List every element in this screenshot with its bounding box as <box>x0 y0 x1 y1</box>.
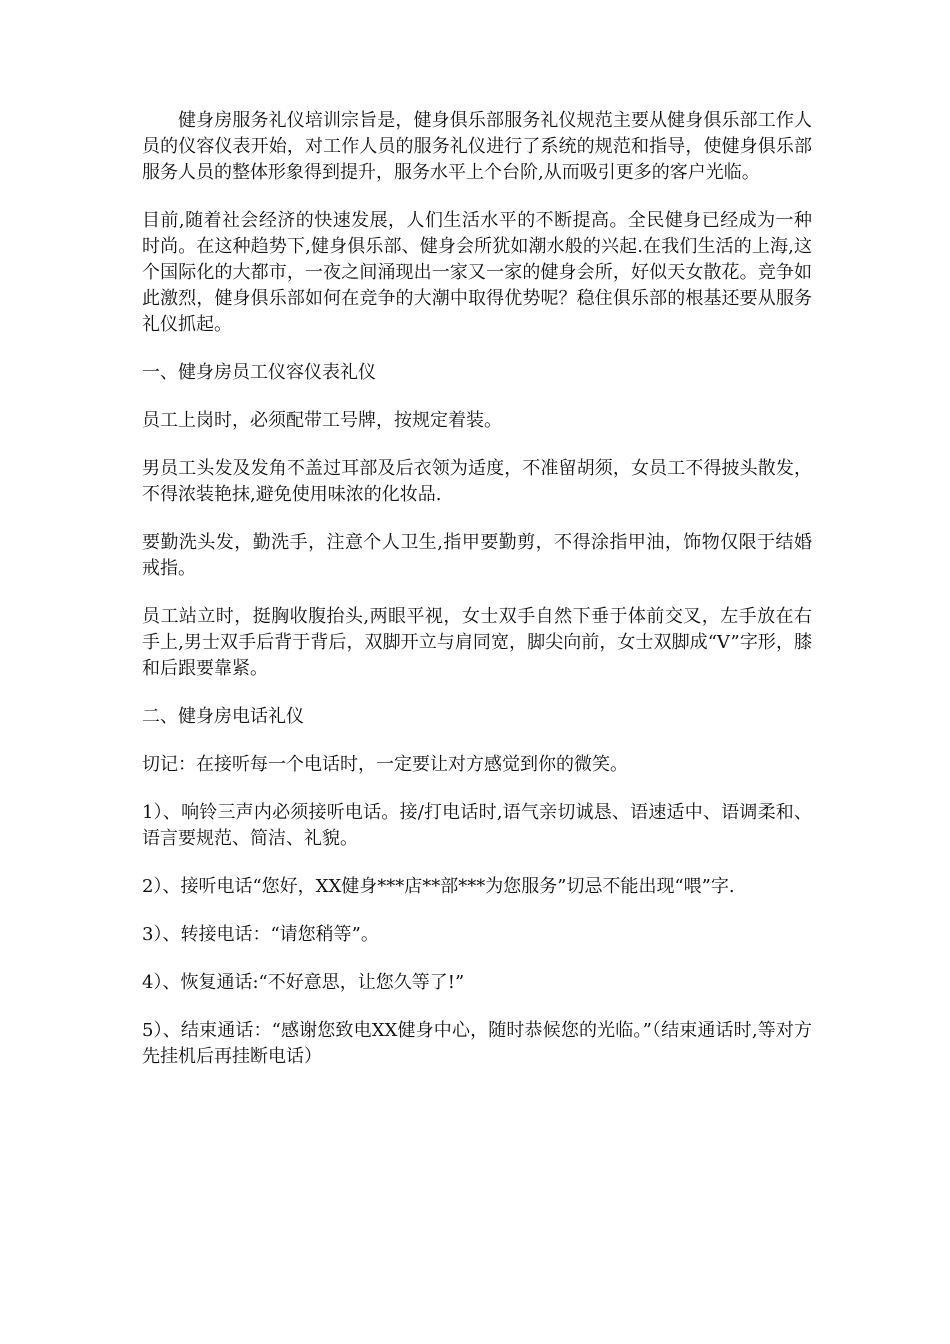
paragraph-grooming: 男员工头发及发角不盖过耳部及后衣领为适度，不准留胡须，女员工不得披头散发，不得浓装艳抹,避免使用味浓的化妆品. <box>142 458 812 505</box>
paragraph-badge-uniform: 员工上岗时，必须配带工号牌，按规定着装。 <box>142 410 502 431</box>
phone-rule-4: 4）、恢复通话:“不好意思，让您久等了!” <box>142 972 465 993</box>
intro-paragraph: 健身房服务礼仪培训宗旨是，健身俱乐部服务礼仪规范主要从健身俱乐部工作人员的仪容仪表开始，对工作人员的服务礼仪进行了系统的规范和指导，使健身俱乐部服务人员的整体形象得到提升，服务水平上个台阶,从而吸引更多的客户光临。 <box>142 110 812 183</box>
section-heading-appearance: 一、健身房员工仪容仪表礼仪 <box>142 362 376 383</box>
phone-rule-1: 1）、响铃三声内必须接听电话。接/打电话时,语气亲切诚恳、语速适中、语调柔和、语言要规范、简洁、礼貌。 <box>142 802 812 849</box>
phone-rule-3: 3）、转接电话：“请您稍等”。 <box>142 924 379 945</box>
paragraph-phone-smile: 切记：在接听每一个电话时，一定要让对方感觉到你的微笑。 <box>142 754 628 775</box>
document-body <box>142 108 812 1092</box>
paragraph-posture: 员工站立时，挺胸收腹抬头,两眼平视，女士双手自然下垂于体前交叉，左手放在右手上,男士双手后背于背后，双脚开立与肩同宽，脚尖向前，女士双脚成“V”字形，膝和后跟要靠紧。 <box>142 606 812 679</box>
section-heading-phone: 二、健身房电话礼仪 <box>142 706 304 727</box>
background-paragraph: 目前,随着社会经济的快速发展，人们生活水平的不断提高。全民健身已经成为一种时尚。在这种趋势下,健身俱乐部、健身会所犹如潮水般的兴起.在我们生活的上海,这个国际化的大都市，一夜之间涌现出一家又一家的健身会所，好似天女散花。竞争如此激烈，健身俱乐部如何在竞争的大潮中取得优势呢？稳住俱乐部的根基还要从服务礼仪抓起。 <box>142 210 812 335</box>
phone-rule-5: 5）、结束通话：“感谢您致电XX健身中心，随时恭候您的光临。”（结束通话时,等对方先挂机后再挂断电话） <box>142 1020 812 1067</box>
phone-rule-2: 2）、接听电话“您好，XX健身***店**部***为您服务”切忌不能出现“喂”字. <box>142 876 735 897</box>
paragraph-hygiene: 要勤洗头发，勤洗手，注意个人卫生,指甲要勤剪，不得涂指甲油，饰物仅限于结婚戒指。 <box>142 532 812 579</box>
